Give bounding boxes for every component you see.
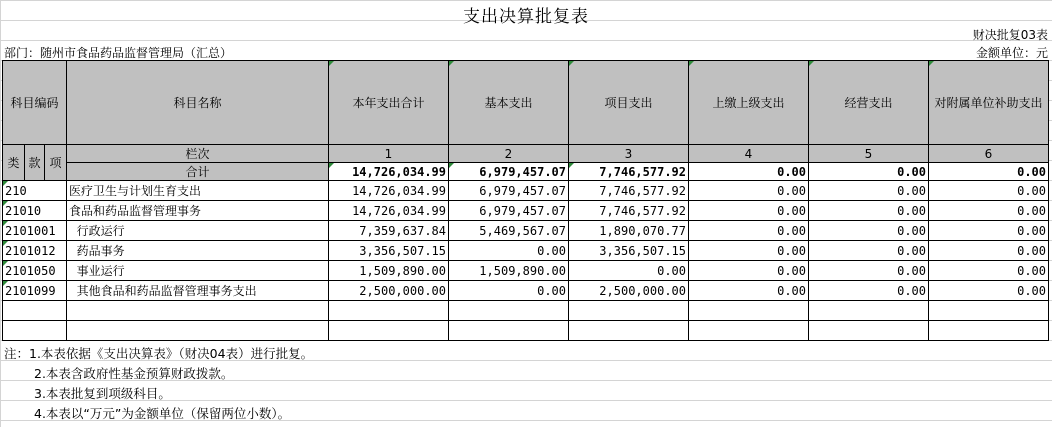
total-col-5: 0.00	[809, 163, 929, 181]
row-value: 5,469,567.07	[449, 221, 569, 241]
note-4: 4.本表以“万元”为金额单位（保留两位小数）。	[34, 406, 291, 421]
row-value: 2,500,000.00	[569, 281, 689, 301]
note-1: 注：1.本表依据《支出决算表》（财决04表）进行批复。	[4, 346, 314, 361]
row-value: 7,359,637.84	[329, 221, 449, 241]
row-code: 2101001	[3, 221, 67, 241]
row-value: 0.00	[809, 201, 929, 221]
table-row	[3, 241, 1049, 261]
row-value: 0.00	[929, 241, 1049, 261]
row-value: 3,356,507.15	[329, 241, 449, 261]
lanci-2: 2	[449, 145, 569, 163]
row-value: 3,356,507.15	[569, 241, 689, 261]
header-code: 科目编码	[3, 61, 67, 145]
total-col-4: 0.00	[689, 163, 809, 181]
empty-row	[3, 321, 1049, 341]
row-value: 1,890,070.77	[569, 221, 689, 241]
header-col-6: 对附属单位补助支出	[929, 61, 1049, 145]
table-row	[3, 201, 1049, 221]
table-row	[3, 181, 1049, 201]
row-value: 0.00	[689, 281, 809, 301]
table-row	[3, 281, 1049, 301]
row-name: 食品和药品监督管理事务	[67, 201, 329, 221]
form-number: 财决批复03表	[972, 28, 1048, 42]
row-value: 14,726,034.99	[329, 181, 449, 201]
row-value: 0.00	[689, 241, 809, 261]
row-value: 1,509,890.00	[449, 261, 569, 281]
row-value: 6,979,457.07	[449, 181, 569, 201]
row-value: 14,726,034.99	[329, 201, 449, 221]
lanci-5: 5	[809, 145, 929, 163]
row-name: 其他食品和药品监督管理事务支出	[67, 281, 329, 301]
row-value: 0.00	[809, 181, 929, 201]
row-code: 21010	[3, 201, 67, 221]
department-label: 部门：随州市食品药品监督管理局（汇总）	[4, 46, 233, 60]
row-value: 0.00	[809, 221, 929, 241]
row-value: 0.00	[929, 261, 1049, 281]
row-name: 药品事务	[67, 241, 329, 261]
row-value: 0.00	[809, 261, 929, 281]
total-col-6: 0.00	[929, 163, 1049, 181]
row-value: 0.00	[809, 281, 929, 301]
header-xiang: 项	[45, 145, 67, 181]
header-lei: 类	[3, 145, 25, 181]
row-value: 1,509,890.00	[329, 261, 449, 281]
header-col-1: 本年支出合计	[329, 61, 449, 145]
row-value: 0.00	[689, 201, 809, 221]
row-code: 2101099	[3, 281, 67, 301]
header-col-2: 基本支出	[449, 61, 569, 145]
row-value: 0.00	[449, 241, 569, 261]
total-col-2: 6,979,457.07	[449, 163, 569, 181]
header-col-5: 经营支出	[809, 61, 929, 145]
row-value: 0.00	[449, 281, 569, 301]
table-row	[3, 221, 1049, 241]
row-value: 0.00	[929, 221, 1049, 241]
row-value: 7,746,577.92	[569, 181, 689, 201]
row-value: 0.00	[929, 281, 1049, 301]
row-name: 事业运行	[67, 261, 329, 281]
lanci-3: 3	[569, 145, 689, 163]
row-value: 0.00	[809, 241, 929, 261]
row-value: 7,746,577.92	[569, 201, 689, 221]
row-value: 0.00	[929, 181, 1049, 201]
row-value: 0.00	[689, 181, 809, 201]
header-col-4: 上缴上级支出	[689, 61, 809, 145]
empty-row	[3, 301, 1049, 321]
lanci-4: 4	[689, 145, 809, 163]
approval-table	[2, 60, 1049, 341]
total-col-3: 7,746,577.92	[569, 163, 689, 181]
total-col-1: 14,726,034.99	[329, 163, 449, 181]
lanci-1: 1	[329, 145, 449, 163]
row-code: 2101012	[3, 241, 67, 261]
header-lanci: 栏次	[67, 145, 329, 163]
note-2: 2.本表含政府性基金预算财政拨款。	[34, 366, 234, 381]
table-title: 支出决算批复表	[463, 7, 589, 27]
header-kuan: 款	[25, 145, 45, 181]
row-value: 0.00	[689, 221, 809, 241]
row-code: 210	[3, 181, 67, 201]
row-value: 6,979,457.07	[449, 201, 569, 221]
total-label: 合计	[67, 163, 329, 181]
table-row	[3, 261, 1049, 281]
note-3: 3.本表批复到项级科目。	[34, 386, 171, 401]
header-col-3: 项目支出	[569, 61, 689, 145]
row-value: 2,500,000.00	[329, 281, 449, 301]
row-value: 0.00	[569, 261, 689, 281]
row-value: 0.00	[929, 201, 1049, 221]
header-name: 科目名称	[67, 61, 329, 145]
unit-label: 金额单位：元	[975, 46, 1048, 60]
lanci-6: 6	[929, 145, 1049, 163]
row-code: 2101050	[3, 261, 67, 281]
row-value: 0.00	[689, 261, 809, 281]
row-name: 医疗卫生与计划生育支出	[67, 181, 329, 201]
row-name: 行政运行	[67, 221, 329, 241]
